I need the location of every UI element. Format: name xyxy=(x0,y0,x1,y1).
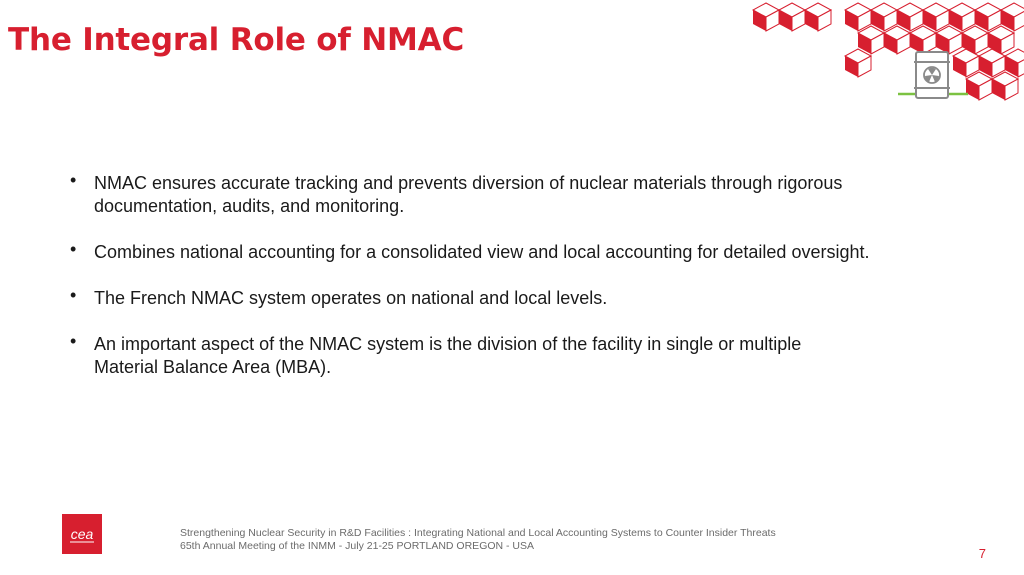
bullet-text: NMAC ensures accurate tracking and prevents diversion of nuclear materials through rigorous documentation, audits, and monitoring. xyxy=(94,173,843,216)
bullet-marker: • xyxy=(70,170,77,190)
bullet-text: Combines national accounting for a consolidated view and local accounting for detailed oversight. xyxy=(94,242,870,262)
bullet-item xyxy=(70,287,870,310)
footer-line: 65th Annual Meeting of the INMM - July 21-25 PORTLAND OREGON - USA xyxy=(180,540,535,552)
slide-title: The Integral Role of NMAC xyxy=(8,22,465,58)
cube-pattern-decoration xyxy=(748,0,1024,110)
bullet-marker: • xyxy=(70,239,77,259)
bullet-marker: • xyxy=(70,285,77,305)
bullet-marker: • xyxy=(70,331,77,351)
footer-line: Strengthening Nuclear Security in R&D Facilities : Integrating National and Local Accounting Systems to Counter Insider Threats xyxy=(180,527,776,539)
svg-text:cea: cea xyxy=(70,526,94,542)
bullet-list xyxy=(70,172,870,402)
bullet-text: The French NMAC system operates on national and local levels. xyxy=(94,288,608,308)
bullet-item xyxy=(70,241,870,264)
bullet-text: An important aspect of the NMAC system is the division of the facility in single or multiple Material Balance Area (MBA). xyxy=(94,334,802,377)
bullet-item xyxy=(70,172,870,218)
cea-logo xyxy=(62,514,102,554)
page-number: 7 xyxy=(978,546,986,561)
bullet-item xyxy=(70,333,870,379)
footer-text xyxy=(180,527,776,553)
